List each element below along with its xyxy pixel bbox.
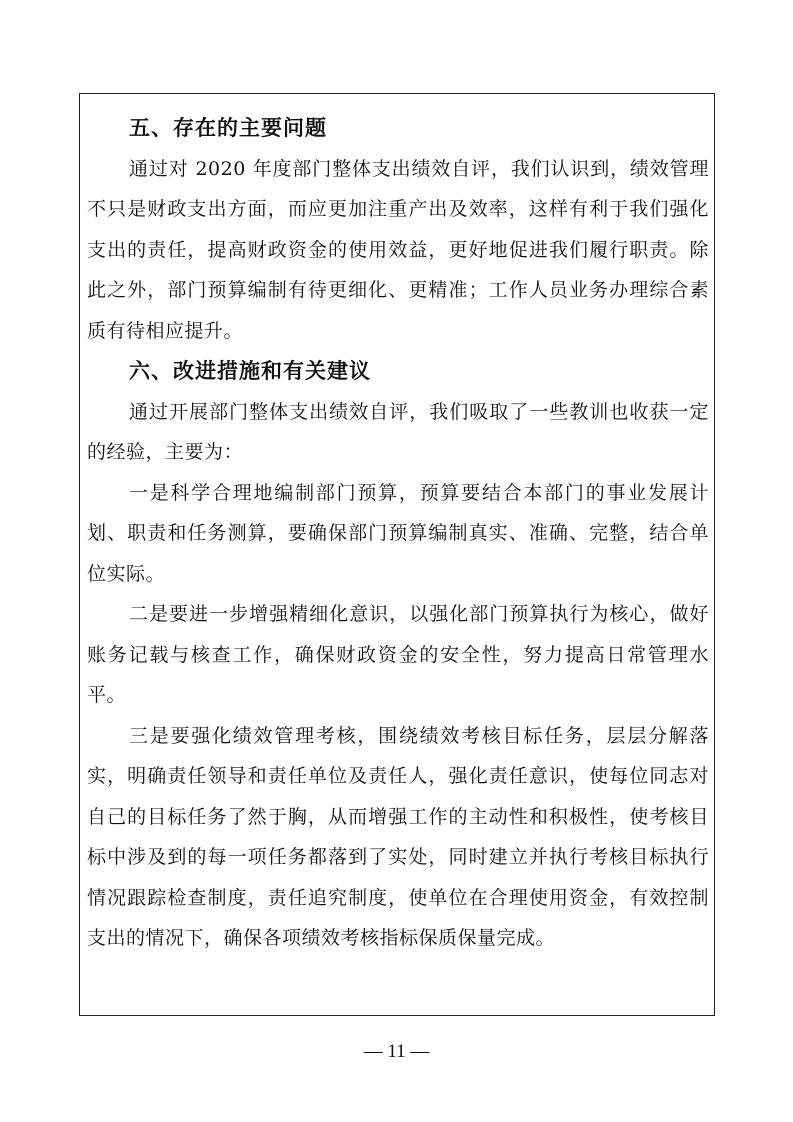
paragraph-measure-three: 三是要强化绩效管理考核，围绕绩效考核目标任务，层层分解落实，明确责任领导和责任单位及责任人，强化责任意识，使每位同志对自己的目标任务了然于胸，从而增强工作的主动性和积极性，使考核目标中涉及到的每一项任务都落到了实处，同时建立并执行考核目标执行情况跟踪检查制度，责任追究制度，使单位在合理使用资金，有效控制支出的情况下，确保各项绩效考核指标保质保量完成。 xyxy=(87,724,709,949)
page-number: — 11 — xyxy=(363,1041,430,1062)
section-heading-measures: 六、改进措施和有关建议 xyxy=(129,358,371,383)
paragraph-problems: 通过对 2020 年度部门整体支出绩效自评，我们认识到，绩效管理不只是财政支出方面，而应更加注重产出及效率，这样有利于我们强化支出的责任，提高财政资金的使用效益，更好地促进我们履行职责。除此之外，部门预算编制有待更细化、更精准；工作人员业务办理综合素质有待相应提升。 xyxy=(87,157,709,342)
document-body xyxy=(87,108,709,959)
paragraph-measure-one: 一是科学合理地编制部门预算，预算要结合本部门的事业发展计划、职责和任务测算，要确保部门预算编制真实、准确、完整，结合单位实际。 xyxy=(87,481,709,585)
paragraph-measure-two: 二是要进一步增强精细化意识，以强化部门预算执行为核心，做好账务记载与核查工作，确保财政资金的安全性，努力提高日常管理水平。 xyxy=(87,603,709,706)
section-heading-problems: 五、存在的主要问题 xyxy=(129,115,327,140)
paragraph-measures-intro: 通过开展部门整体支出绩效自评，我们吸取了一些教训也收获一定的经验，主要为： xyxy=(87,400,709,463)
